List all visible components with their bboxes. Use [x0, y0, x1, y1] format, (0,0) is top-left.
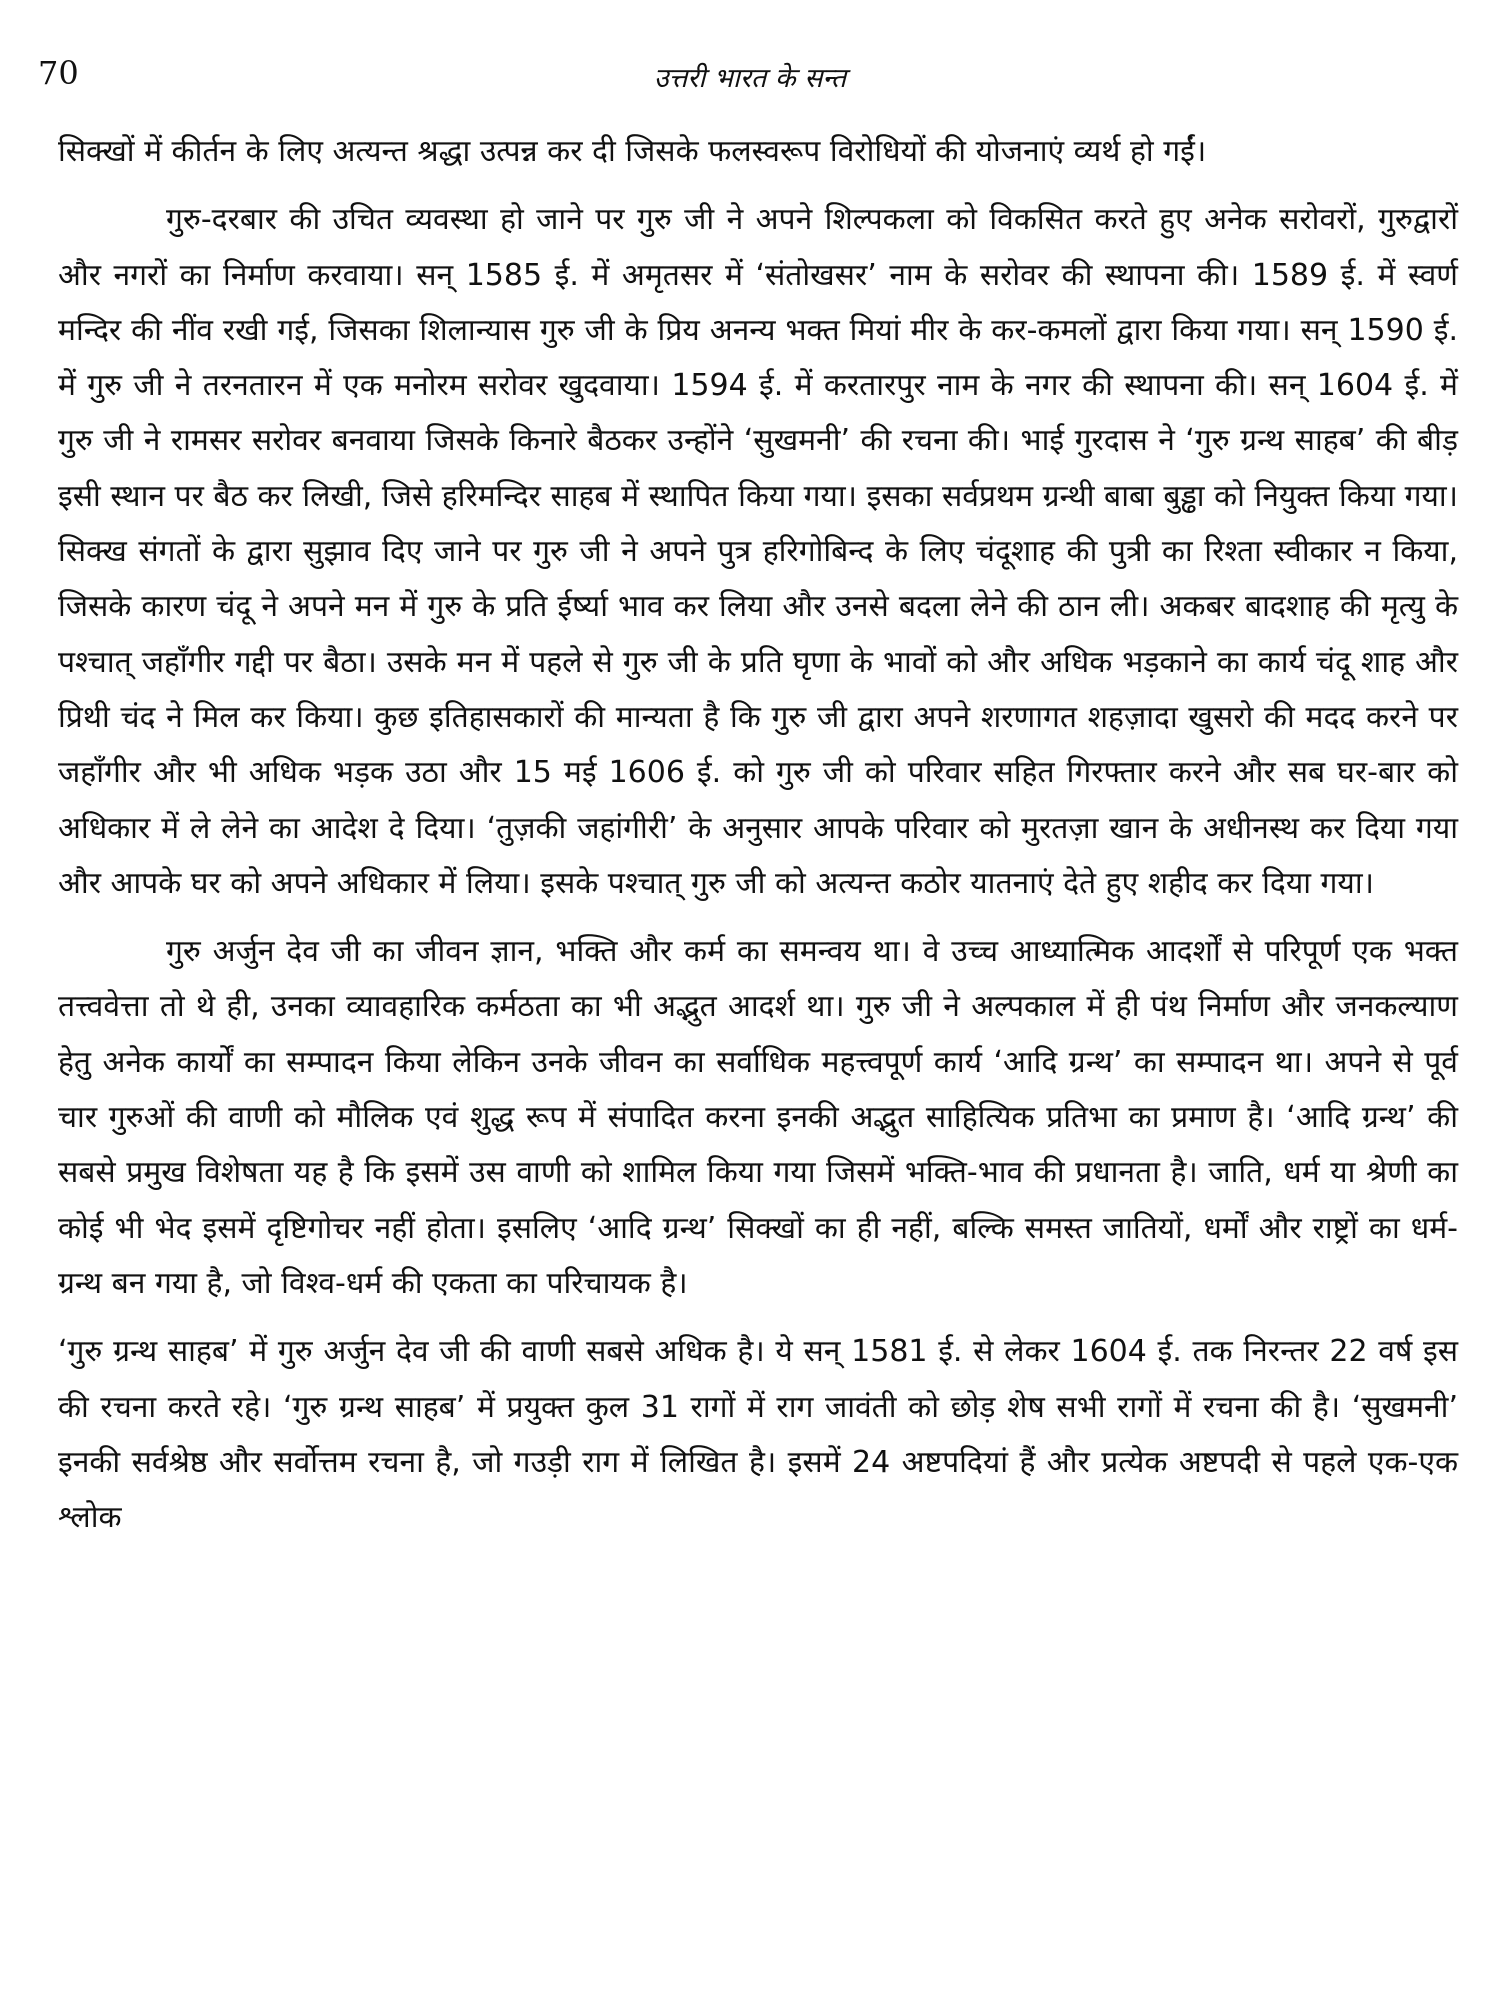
page-number: 70 [38, 54, 79, 92]
body-text [58, 124, 1458, 1558]
paragraph-continuation: सिक्खों में कीर्तन के लिए अत्यन्त श्रद्धा उत्पन्न कर दी जिसके फलस्वरूप विरोधियों की योजनाएं व्यर्थ हो गईं। [58, 134, 1207, 169]
running-title: उत्तरी भारत के सन्त [653, 63, 847, 94]
paragraph-guru-darbar: गुरु-दरबार की उचित व्यवस्था हो जाने पर गुरु जी ने अपने शिल्पकला को विकसित करते हुए अनेक सरोवरों, गुरुद्वारों और नगरों का निर्माण करवाया। सन् 1585 ई. में अमृतसर में ‘संतोखसर’ नाम के सरोवर की स्थापना की। 1589 ई. में स्वर्ण मन्दिर की नींव रखी गई, जिसका शिलान्यास गुरु जी के प्रिय अनन्य भक्त मियां मीर के कर-कमलों द्वारा किया गया। सन् 1590 ई. में गुरु जी ने तरनतारन में एक मनोरम सरोवर खुदवाया। 1594 ई. में करतारपुर नाम के नगर की स्थापना की। सन् 1604 ई. में गुरु जी ने रामसर सरोवर बनवाया जिसके किनारे बैठकर उन्होंने ‘सुखमनी’ की रचना की। भाई गुरदास ने ‘गुरु ग्रन्थ साहब’ की बीड़ इसी स्थान पर बैठ कर लिखी, जिसे हरिमन्दिर साहब में स्थापित किया गया। इसका सर्वप्रथम ग्रन्थी बाबा बुड्ढा को नियुक्त किया गया। सिक्ख संगतों के द्वारा सुझाव दिए जाने पर गुरु जी ने अपने पुत्र हरिगोबिन्द के लिए चंदूशाह की पुत्री का रिश्ता स्वीकार न किया, जिसके कारण चंदू ने अपने मन में गुरु के प्रति ईर्ष्या भाव कर लिया और उनसे बदला लेने की ठान ली। अकबर बादशाह की मृत्यु के पश्चात् जहाँगीर गद्दी पर बैठा। उसके मन में पहले से गुरु जी के प्रति घृणा के भावों को और अधिक भड़काने का कार्य चंदू शाह और प्रिथी चंद ने मिल कर किया। कुछ इतिहासकारों की मान्यता है कि गुरु जी द्वारा अपने शरणागत शहज़ादा खुसरो की मदद करने पर जहाँगीर और भी अधिक भड़क उठा और 15 मई 1606 ई. को गुरु जी को परिवार सहित गिरफ्तार करने और सब घर-बार को अधिकार में ले लेने का आदेश दे दिया। ‘तुज़की जहांगीरी’ के अनुसार आपके परिवार को मुरतज़ा खान के अधीनस्थ कर दिया गया और आपके घर को अपने अधिकार में लिया। इसके पश्चात् गुरु जी को अत्यन्त कठोर यातनाएं देते हुए शहीद कर दिया गया। [58, 202, 1458, 901]
paragraph-arjun-dev-life: गुरु अर्जुन देव जी का जीवन ज्ञान, भक्ति और कर्म का समन्वय था। वे उच्च आध्यात्मिक आदर्शों से परिपूर्ण एक भक्त तत्त्ववेत्ता तो थे ही, उनका व्यावहारिक कर्मठता का भी अद्भुत आदर्श था। गुरु जी ने अल्पकाल में ही पंथ निर्माण और जनकल्याण हेतु अनेक कार्यों का सम्पादन किया लेकिन उनके जीवन का सर्वाधिक महत्त्वपूर्ण कार्य ‘आदि ग्रन्थ’ का सम्पादन था। अपने से पूर्व चार गुरुओं की वाणी को मौलिक एवं शुद्ध रूप में संपादित करना इनकी अद्भुत साहित्यिक प्रतिभा का प्रमाण है। ‘आदि ग्रन्थ’ की सबसे प्रमुख विशेषता यह है कि इसमें उस वाणी को शामिल किया गया जिसमें भक्ति-भाव की प्रधानता है। जाति, धर्म या श्रेणी का कोई भी भेद इसमें दृष्टिगोचर नहीं होता। इसलिए ‘आदि ग्रन्थ’ सिक्खों का ही नहीं, बल्कि समस्त जातियों, धर्मों और राष्ट्रों का धर्म-ग्रन्थ बन गया है, जो विश्व-धर्म की एकता का परिचायक है। [58, 934, 1458, 1301]
paragraph-granth-sahab: ‘गुरु ग्रन्थ साहब’ में गुरु अर्जुन देव जी की वाणी सबसे अधिक है। ये सन् 1581 ई. से लेकर 1604 ई. तक निरन्तर 22 वर्ष इस की रचना करते रहे। ‘गुरु ग्रन्थ साहब’ में प्रयुक्त कुल 31 रागों में राग जावंती को छोड़ शेष सभी रागों में रचना की है। ‘सुखमनी’ इनकी सर्वश्रेष्ठ और सर्वोत्तम रचना है, जो गउड़ी राग में लिखित है। इसमें 24 अष्टपदियां हैं और प्रत्येक अष्टपदी से पहले एक-एक श्लोक [58, 1334, 1458, 1536]
